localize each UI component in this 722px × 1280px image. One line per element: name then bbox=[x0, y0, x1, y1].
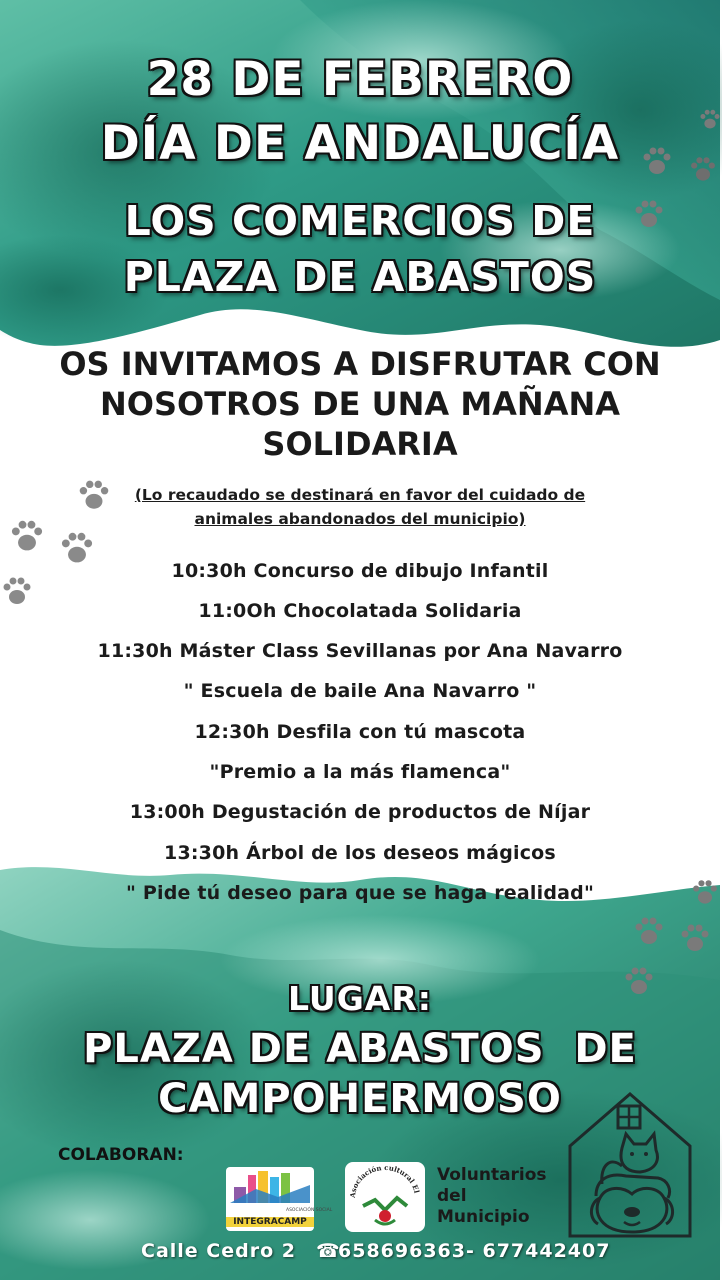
cultural-association-logo bbox=[345, 1162, 425, 1232]
venue-line-2: CAMPOHERMOSO bbox=[158, 1076, 562, 1122]
svg-text:ASOCIACIÓN SOCIAL: ASOCIACIÓN SOCIAL bbox=[286, 1208, 333, 1213]
phone-icon: ☎ bbox=[316, 1240, 341, 1262]
venue-label: LUGAR: bbox=[288, 979, 432, 1018]
integracamp-logo-name: INTEGRACAMP bbox=[226, 1217, 314, 1227]
organizer-title-line2: PLAZA DE ABASTOS bbox=[123, 253, 597, 301]
event-name-title: DÍA DE ANDALUCÍA bbox=[100, 116, 620, 171]
integracamp-logo bbox=[226, 1167, 333, 1231]
invite-line-1: OS INVITAMOS A DISFRUTAR CON bbox=[59, 345, 661, 383]
venue-line-1: PLAZA DE ABASTOS DE bbox=[83, 1026, 637, 1072]
paw-icon bbox=[690, 876, 720, 910]
footer-address: Calle Cedro 2 bbox=[141, 1240, 296, 1262]
schedule-item: "Premio a la más flamenca" bbox=[209, 761, 511, 783]
invite-line-2: NOSOTROS DE UNA MAÑANA bbox=[99, 385, 621, 423]
svg-text:Asociación cultural El Semill: Asociación cultural El bbox=[347, 1162, 422, 1199]
integracamp-logo-graphic bbox=[226, 1167, 333, 1217]
volunteers-line: del bbox=[437, 1186, 467, 1206]
schedule-item: 12:30h Desfila con tú mascota bbox=[194, 721, 526, 743]
house-cat-dog-icon bbox=[560, 1086, 700, 1246]
paw-icon bbox=[0, 575, 34, 609]
volunteers-line: Voluntarios bbox=[437, 1165, 547, 1185]
schedule-item: " Escuela de baile Ana Navarro " bbox=[183, 680, 537, 702]
cultural-association-logo-graphic bbox=[345, 1162, 425, 1232]
paw-icon bbox=[632, 915, 666, 949]
schedule-item: 10:30h Concurso de dibujo Infantil bbox=[171, 560, 549, 582]
volunteers-text bbox=[437, 1165, 547, 1228]
organizer-title-line1: LOS COMERCIOS DE bbox=[124, 197, 596, 245]
paw-icon bbox=[58, 530, 96, 568]
paw-icon bbox=[678, 922, 712, 956]
donation-note-line1: (Lo recaudado se destinará en favor del cuidado de bbox=[134, 486, 586, 504]
collaborators-label: COLABORAN: bbox=[58, 1145, 184, 1165]
volunteers-line: Municipio bbox=[437, 1207, 530, 1227]
event-date-title: 28 DE FEBRERO bbox=[146, 52, 574, 107]
schedule-item: 13:30h Árbol de los deseos mágicos bbox=[164, 842, 556, 864]
footer-phones: 658696363- 677442407 bbox=[338, 1240, 611, 1262]
invite-line-3: SOLIDARIA bbox=[262, 425, 458, 463]
schedule-item: 13:00h Degustación de productos de Níjar bbox=[129, 801, 591, 823]
schedule-item: 11:0Oh Chocolatada Solidaria bbox=[198, 600, 522, 622]
donation-note-line2: animales abandonados del municipio) bbox=[194, 510, 526, 528]
schedule-item: " Pide tú deseo para que se haga realidad" bbox=[125, 882, 595, 904]
schedule-item: 11:30h Máster Class Sevillanas por Ana Navarro bbox=[97, 640, 623, 662]
